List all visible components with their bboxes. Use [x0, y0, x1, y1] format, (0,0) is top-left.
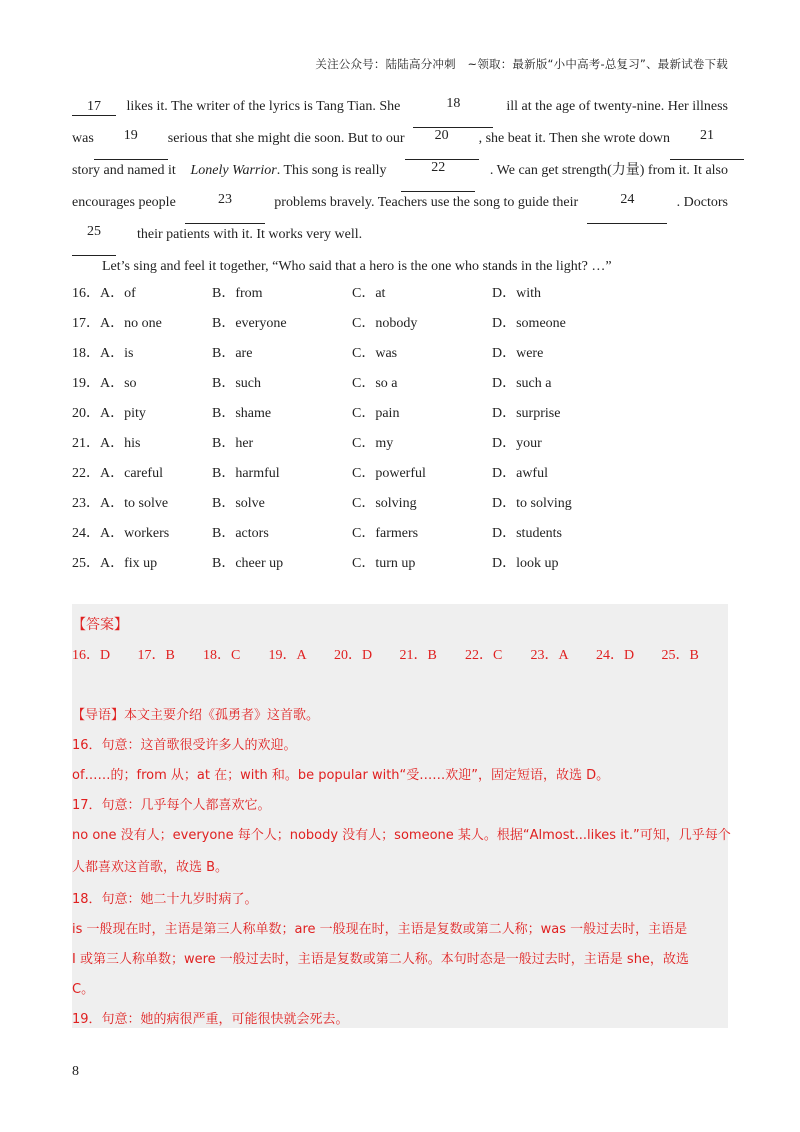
question-row [72, 554, 728, 584]
guide-text: 【导语】本文主要介绍《孤勇者》这首歌。 [72, 708, 320, 723]
option-text: D．such a [492, 376, 552, 391]
option-text: C．farmers [352, 526, 419, 541]
option-a [72, 284, 136, 304]
question-row [72, 434, 728, 464]
option-text: B．solve [212, 496, 265, 511]
option-b [212, 554, 283, 574]
option-c [352, 464, 426, 484]
option-text: A．no one [100, 316, 162, 331]
passage-line-6: Let’s sing and feel it together, “Who said that a hero is the one who stands in the light? …” [102, 259, 612, 274]
option-d [492, 284, 541, 304]
option-text: D．awful [492, 466, 548, 481]
page-header: 关注公众号：陆陆高分冲刺 ~领取：最新版“小中高考-总复习”、最新试卷下载 [315, 57, 728, 71]
question-number: 18． [72, 346, 100, 361]
option-c [352, 314, 417, 334]
option-b [212, 344, 252, 364]
answer-key: 19．A [268, 648, 307, 663]
question-row [72, 374, 728, 404]
answer-key: 17．B [137, 648, 175, 663]
option-c [352, 284, 385, 304]
explanation-17-meaning: 17．句意：几乎每个人都喜欢它。 [72, 798, 271, 813]
question-row [72, 284, 728, 314]
answer-key: 25．B [661, 648, 699, 663]
passage-text: problems bravely. Teachers use the song to guide their [274, 195, 579, 210]
page-number: 8 [72, 1064, 79, 1079]
option-a [72, 524, 169, 544]
answer-key: 20．D [334, 648, 373, 663]
option-d [492, 464, 548, 484]
option-d [492, 434, 542, 454]
question-number: 17． [72, 316, 100, 331]
passage-text: . We can get strength(力量) from it. It also [489, 163, 728, 178]
explanation-18-end: C。 [72, 982, 95, 997]
option-text: D．were [492, 346, 544, 361]
option-text: C．so a [352, 376, 398, 391]
option-a [72, 374, 137, 394]
option-a [72, 554, 157, 574]
option-c [352, 494, 417, 514]
passage-line-5 [72, 224, 728, 256]
explanation-16: of……的；from 从；at 在；with 和。be popular with“受……欢迎”，固定短语，故选 D。 [72, 768, 610, 783]
question-row [72, 344, 728, 374]
blank-25: 25 [72, 224, 116, 256]
option-c [352, 404, 399, 424]
option-b [212, 404, 271, 424]
passage-text: ill at the age of twenty-nine. Her illness [506, 99, 728, 114]
option-text: A．to solve [100, 496, 169, 511]
explanation-19-meaning: 19．句意：她的病很严重，可能很快就会死去。 [72, 1012, 349, 1027]
option-b [212, 434, 253, 454]
option-text: C．nobody [352, 316, 418, 331]
option-text: C．at [352, 286, 386, 301]
blank-22: 22 [401, 160, 475, 192]
option-text: C．my [352, 436, 394, 451]
option-c [352, 554, 415, 574]
option-c [352, 524, 418, 544]
option-b [212, 494, 265, 514]
question-number: 16． [72, 286, 100, 301]
passage-text: . Doctors [676, 195, 728, 210]
option-text: C．pain [352, 406, 400, 421]
option-d [492, 494, 572, 514]
answer-key: 18．C [203, 648, 241, 663]
passage-line-3 [72, 160, 728, 192]
question-row [72, 464, 728, 494]
option-text: B．from [212, 286, 263, 301]
question-number: 24． [72, 526, 100, 541]
option-text: D．with [492, 286, 541, 301]
blank-18: 18 [413, 96, 493, 128]
passage-line-4 [72, 192, 728, 224]
option-d [492, 404, 560, 424]
option-text: B．such [212, 376, 261, 391]
passage-text: their patients with it. It works very well. [137, 227, 363, 242]
option-d [492, 554, 559, 574]
option-text: B．cheer up [212, 556, 284, 571]
explanation-18-meaning: 18．句意：她二十九岁时病了。 [72, 892, 258, 907]
passage-text: . This song is really [276, 163, 387, 178]
explanation-17: no one 没有人；everyone 每个人；nobody 没有人；someone 某人。根据“Almost...likes it.”可知，几乎每个 [72, 828, 731, 843]
option-text: C．was [352, 346, 398, 361]
song-title: Lonely Warrior [190, 163, 277, 178]
option-text: B．harmful [212, 466, 280, 481]
answer-key: 22．C [465, 648, 503, 663]
option-b [212, 524, 269, 544]
option-text: B．everyone [212, 316, 287, 331]
option-d [492, 314, 566, 334]
passage-line-1 [72, 96, 728, 128]
option-a [72, 344, 133, 364]
option-a [72, 404, 146, 424]
option-d [492, 374, 552, 394]
blank-19: 19 [94, 128, 168, 160]
answer-key: 23．A [530, 648, 569, 663]
option-c [352, 434, 393, 454]
option-text: B．shame [212, 406, 272, 421]
option-text: D．your [492, 436, 542, 451]
passage-text: encourages people [72, 195, 176, 210]
option-a [72, 434, 140, 454]
passage-text: story and named it [72, 163, 176, 178]
option-text: D．someone [492, 316, 566, 331]
option-text: D．look up [492, 556, 559, 571]
option-text: B．actors [212, 526, 269, 541]
answer-key: 16．D [72, 648, 111, 663]
passage-text: likes it. The writer of the lyrics is Tang Tian. She [126, 99, 401, 114]
option-b [212, 374, 261, 394]
option-text: A．of [100, 286, 136, 301]
question-number: 20． [72, 406, 100, 421]
answer-keys [72, 644, 727, 664]
option-text: D．surprise [492, 406, 561, 421]
explanation-18-cont: I 或第三人称单数；were 一般过去时，主语是复数或第二人称。本句时态是一般过去时，主语是 she，故选 [72, 952, 689, 967]
question-row [72, 494, 728, 524]
question-number: 22． [72, 466, 100, 481]
option-text: C．powerful [352, 466, 426, 481]
option-text: C．solving [352, 496, 417, 511]
option-text: A．his [100, 436, 141, 451]
option-text: B．her [212, 436, 254, 451]
answer-section [72, 604, 731, 1028]
option-d [492, 524, 562, 544]
option-a [72, 314, 162, 334]
option-b [212, 284, 263, 304]
answer-options [72, 284, 728, 584]
question-number: 23． [72, 496, 100, 511]
question-row [72, 314, 728, 344]
option-b [212, 314, 287, 334]
option-c [352, 344, 397, 364]
blank-20: 20 [405, 128, 479, 160]
option-text: A．workers [100, 526, 170, 541]
explanation-16-meaning: 16．句意：这首歌很受许多人的欢迎。 [72, 738, 297, 753]
question-number: 19． [72, 376, 100, 391]
option-text: B．are [212, 346, 253, 361]
option-a [72, 464, 163, 484]
passage-line-2 [72, 128, 728, 160]
explanation-17-cont: 人都喜欢这首歌，故选 B。 [72, 860, 229, 875]
blank-21: 21 [670, 128, 744, 160]
option-c [352, 374, 398, 394]
option-text: A．is [100, 346, 134, 361]
passage-text: was [72, 131, 94, 146]
explanation-18: is 一般现在时，主语是第三人称单数；are 一般现在时，主语是复数或第二人称；was 一般过去时，主语是 [72, 922, 688, 937]
answer-key: 24．D [596, 648, 635, 663]
option-d [492, 344, 543, 364]
question-number: 25． [72, 556, 100, 571]
option-b [212, 464, 280, 484]
blank-17: 17 [72, 99, 116, 116]
passage-text: , she beat it. Then she wrote down [478, 131, 671, 146]
blank-23: 23 [185, 192, 265, 224]
option-text: D．students [492, 526, 562, 541]
option-text: C．turn up [352, 556, 416, 571]
answer-label: 【答案】 [72, 617, 128, 633]
option-text: A．pity [100, 406, 146, 421]
answer-key: 21．B [399, 648, 437, 663]
option-text: A．fix up [100, 556, 158, 571]
blank-24: 24 [587, 192, 667, 224]
option-text: D．to solving [492, 496, 572, 511]
option-text: A．so [100, 376, 137, 391]
question-row [72, 524, 728, 554]
question-number: 21． [72, 436, 100, 451]
passage-text: serious that she might die soon. But to our [167, 131, 405, 146]
question-row [72, 404, 728, 434]
cloze-passage [72, 96, 728, 288]
option-text: A．careful [100, 466, 163, 481]
option-a [72, 494, 168, 514]
